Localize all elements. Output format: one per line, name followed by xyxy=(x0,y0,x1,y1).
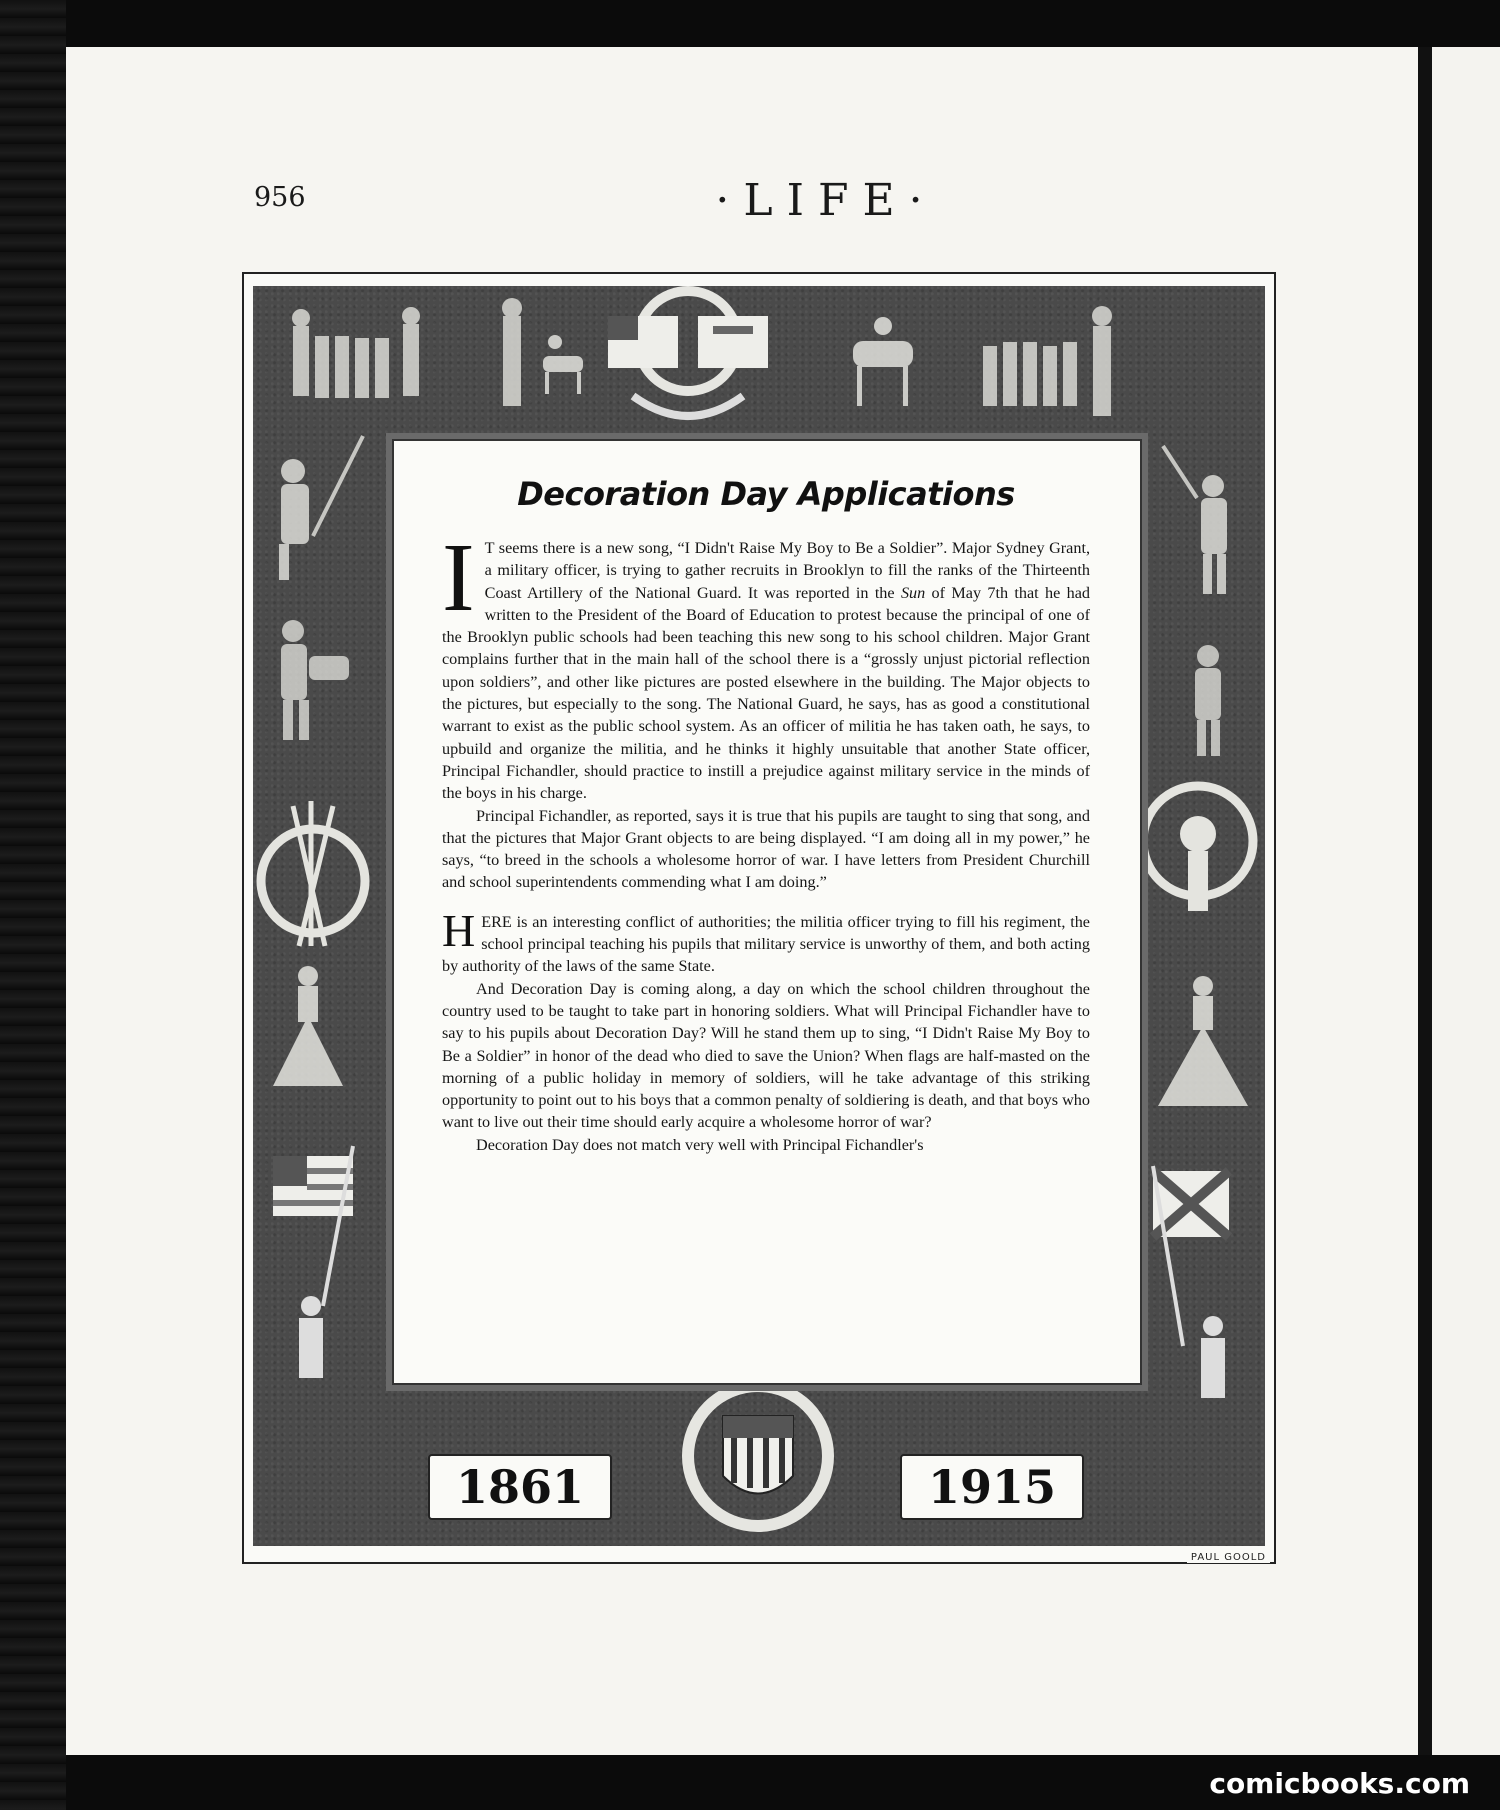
cannon-wreath-icon xyxy=(1143,786,1253,911)
article-title: Decoration Day Applications xyxy=(517,475,1015,513)
paragraph-1-text-cont: of May 7th that he had written to the President of the Board of Education to protest because the principal of one of the Brooklyn public schools had been teaching this new song to his school children. Major Grant complains further that in the main hall of the school there is a “grossly unjust pictorial reflection upon soldiers”, and other like pictures are posted elsewhere in the building. The Major objects to the pictures, but especially to the song. The National Guard, he says, has as good a constitutional warrant to exist as the public school system. As an officer of militia he has taken oath, he says, to upbuild and organize the militia, and he thinks it highly unsuitable that another State officer, Principal Fichandler, should practice to instill a prejudice against military service in the minds of the boys in his charge. xyxy=(442,583,1091,803)
newspaper-name: Sun xyxy=(900,583,926,602)
year-banner-left: 1861 xyxy=(428,1454,612,1520)
paragraph-3-text: is an interesting conflict of authorities; the militia officer trying to fill his regiment, the school principal teaching his pupils that military service is unworthy of them, and both acting by authority of the laws of the same State. xyxy=(442,912,1090,976)
magazine-page xyxy=(66,47,1418,1755)
artist-signature: PAUL GOOLD xyxy=(1187,1552,1270,1563)
paragraph-3 xyxy=(442,904,1090,978)
facing-page-edge xyxy=(1432,47,1500,1755)
general-on-horse-icon xyxy=(853,317,913,406)
site-watermark: comicbooks.com xyxy=(1209,1767,1470,1800)
officer-with-sword-icon xyxy=(1163,446,1227,594)
paragraph-2: Principal Fichandler, as reported, says it is true that his pupils are taught to sing that song, and that the pictures that Major Grant objects to are being displayed. “I am doing all in my power,” he says, “to breed in the schools a wholesome horror of war. I have letters from President Churchill and school superintendents commending what I am doing.” xyxy=(442,806,1090,892)
lady-in-gown-icon xyxy=(273,966,343,1086)
soldier-with-bayonet-icon xyxy=(279,436,363,580)
article-panel-inner xyxy=(392,439,1142,1385)
paragraph-4: And Decoration Day is coming along, a day on which the school children throughout the country used to be taught to take part in honoring soldiers. What will Principal Fichandler have to say to his pupils about Decoration Day? Will he stand them up to sing, “I Didn't Raise My Boy to Be a Soldier” in honor of the dead who died to save the Union? When flags are half-masted on the morning of a public holiday in memory of soldiers, will he take advantage of this striking opportunity to point out to his boys that a common penalty of soldiering is death, and that boys who want to live out their time should early acquire a wholesome horror of war? xyxy=(442,979,1090,1132)
cheering-crowd-icon xyxy=(983,306,1112,416)
illustrated-frame xyxy=(242,272,1276,1564)
page-number: 956 xyxy=(254,182,306,213)
flags-crest-icon xyxy=(608,291,768,416)
article-body xyxy=(442,524,1091,1156)
horseman-icon xyxy=(543,335,583,394)
paragraph-1-text: T seems there is a new song, “I Didn't Raise My Boy to Be a Soldier”. Major Sydney Grant, a military officer, is trying to gather recruits in Brooklyn to fill the ranks of the Thirteenth Coast Artillery of the National Guard. It was reported in the xyxy=(484,539,1090,602)
paragraph-gap xyxy=(442,894,1090,911)
scan-edge xyxy=(0,0,66,1810)
rifles-wreath-icon xyxy=(261,801,365,946)
masthead: ·LIFE· xyxy=(715,175,937,226)
paragraph-5: Decoration Day does not match very well with Principal Fichandler's xyxy=(476,1135,924,1154)
union-flag-bearer-icon xyxy=(273,1146,353,1378)
confederate-flag-bearer-icon xyxy=(1153,1166,1229,1398)
article-panel xyxy=(386,433,1148,1391)
marching-soldiers-icon xyxy=(292,298,522,406)
page-gutter xyxy=(1418,47,1432,1755)
drop-cap: H xyxy=(442,904,476,956)
drop-cap: I xyxy=(442,524,475,632)
wounded-soldier-icon xyxy=(281,620,349,740)
small-caps-lead: ERE xyxy=(481,912,512,931)
dancing-lady-icon xyxy=(1158,976,1248,1106)
decorative-border xyxy=(253,286,1265,1546)
year-banner-right: 1915 xyxy=(900,1454,1084,1520)
paragraph-1 xyxy=(442,524,1091,805)
falling-soldier-icon xyxy=(1195,645,1221,756)
